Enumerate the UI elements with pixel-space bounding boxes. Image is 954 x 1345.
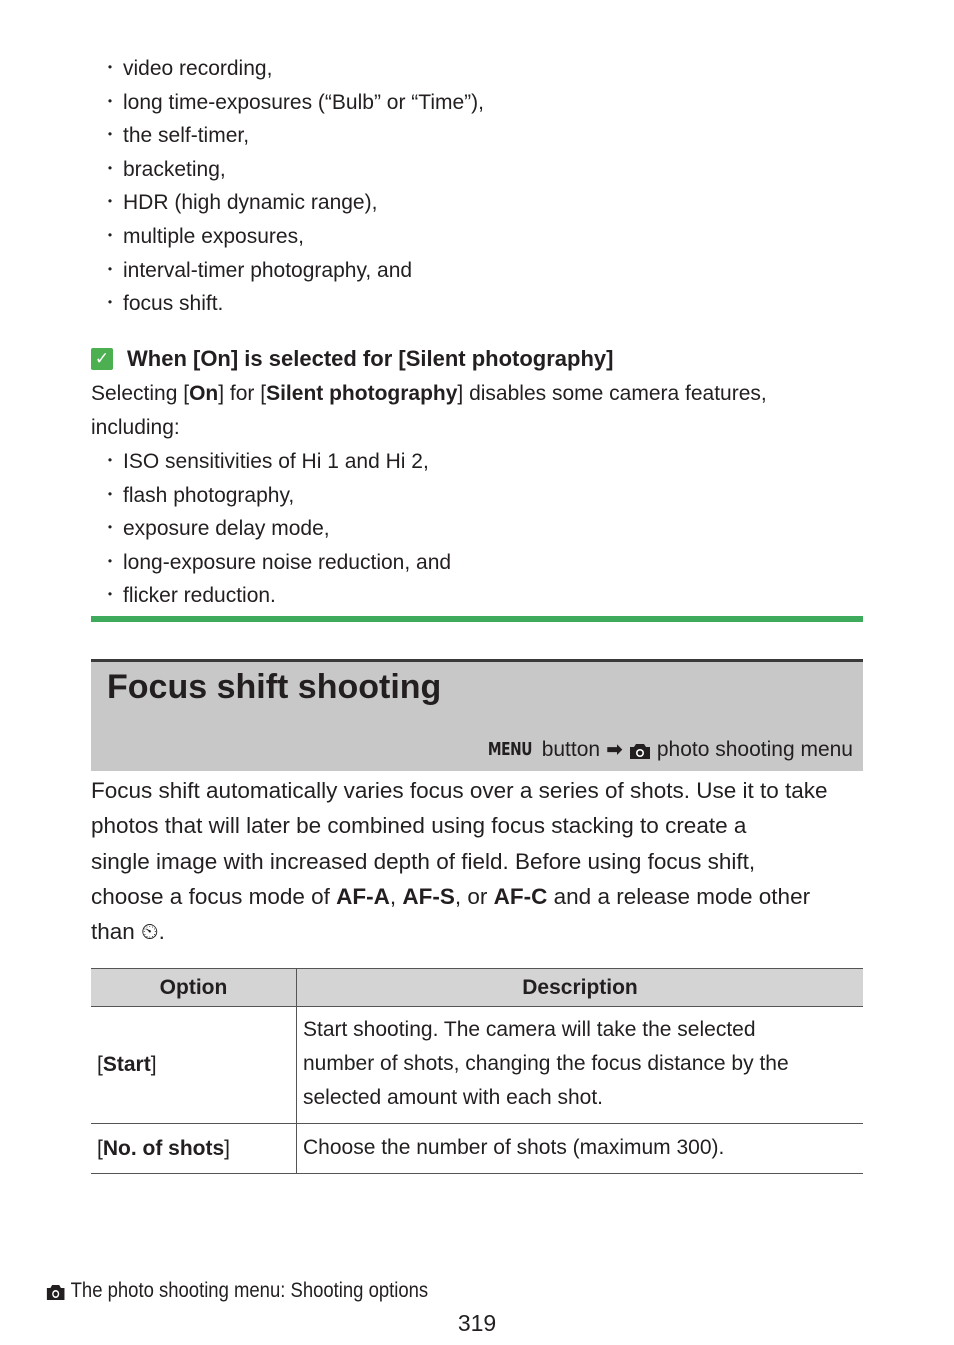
note-heading-text: When [On] is selected for [Silent photography] [127, 346, 614, 371]
check-icon: ✓ [91, 348, 113, 370]
list-item: ・ the self-timer, [101, 124, 250, 148]
column-header-description: Description [297, 969, 864, 1007]
list-item: ・ focus shift. [101, 292, 224, 316]
options-table [91, 968, 863, 1174]
menu-path: MENU button ➡ photo shooting menu [487, 737, 853, 761]
footer-text: The photo shooting menu: Shooting options [70, 1279, 429, 1302]
list-item: ・ flicker reduction. [101, 584, 276, 608]
note-list [91, 445, 451, 613]
menu-button-icon: MENU [487, 739, 532, 760]
column-header-option: Option [91, 969, 297, 1007]
section-banner [91, 659, 863, 771]
feature-list [91, 52, 484, 321]
table-row [91, 1124, 863, 1174]
option-cell: [Start] [91, 1007, 297, 1124]
list-item: ・ video recording, [101, 57, 273, 80]
description-cell: Choose the number of shots (maximum 300). [297, 1124, 864, 1174]
list-item: ・ HDR (high dynamic range), [101, 191, 378, 215]
camera-icon [46, 1283, 65, 1299]
page-number: 319 [457, 1310, 497, 1336]
note-heading [91, 342, 613, 376]
list-item: ・ ISO sensitivities of Hi 1 and Hi 2, [101, 450, 429, 473]
list-item: ・ flash photography, [101, 483, 295, 507]
note-intro: Selecting [On] for [Silent photography] disables some camera features, including: [91, 382, 767, 439]
footer-link[interactable] [46, 1279, 428, 1303]
section-title: Focus shift shooting [107, 668, 442, 706]
list-item: ・ exposure delay mode, [101, 517, 330, 541]
list-item: ・ multiple exposures, [101, 224, 304, 248]
list-item: ・ interval-timer photography, and [101, 258, 413, 282]
section-divider [91, 616, 863, 622]
table-row [91, 1007, 863, 1124]
option-cell: [No. of shots] [91, 1124, 297, 1174]
self-timer-icon: ⏲ [141, 919, 159, 945]
list-item: ・ bracketing, [101, 157, 226, 181]
list-item: ・ long time-exposures (“Bulb” or “Time”), [101, 90, 484, 114]
arrow-right-icon: ➡ [606, 739, 623, 761]
description-cell: Start shooting. The camera will take the selected number of shots, changing the focus distance by the selected amount with each shot. [297, 1007, 864, 1124]
camera-icon [629, 742, 651, 758]
body-paragraph: Focus shift automatically varies focus over a series of shots. Use it to take photos that will later be combined using focus stacking to create a single image with increased depth of field. Before using focus shift, choose a focus mode of AF-A, AF-S, or AF-C and a release mode other than ⏲. [91, 778, 828, 945]
list-item: ・ long-exposure noise reduction, and [101, 550, 452, 574]
